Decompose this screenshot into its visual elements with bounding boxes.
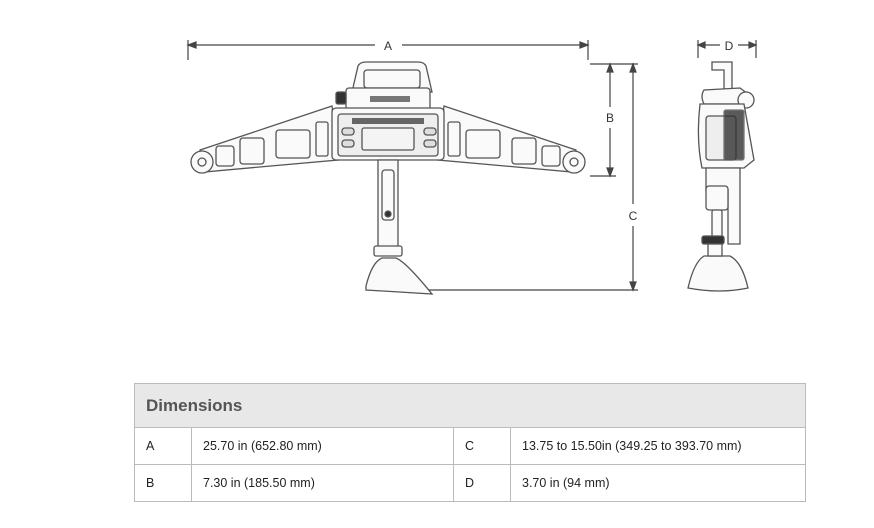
table-row xyxy=(135,465,806,502)
dimension-value: 7.30 in (185.50 mm) xyxy=(192,465,454,502)
table-header-row xyxy=(135,384,806,428)
dimension-d-label: D xyxy=(724,39,734,53)
dimension-key: A xyxy=(135,428,192,465)
side-view-drawing xyxy=(688,62,754,291)
dimension-c-label: C xyxy=(628,209,638,223)
dimension-b-label: B xyxy=(605,111,615,125)
dimension-value: 3.70 in (94 mm) xyxy=(511,465,806,502)
dimension-value: 25.70 in (652.80 mm) xyxy=(192,428,454,465)
dimension-a-label: A xyxy=(383,39,393,53)
dimensions-title: Dimensions xyxy=(135,384,806,428)
dimension-key: D xyxy=(454,465,511,502)
front-view-drawing xyxy=(191,62,585,294)
dimension-key: C xyxy=(454,428,511,465)
dimension-c-line xyxy=(410,64,638,290)
table-row xyxy=(135,428,806,465)
dimensions-table xyxy=(134,383,806,502)
dimension-key: B xyxy=(135,465,192,502)
dimension-value: 13.75 to 15.50in (349.25 to 393.70 mm) xyxy=(511,428,806,465)
